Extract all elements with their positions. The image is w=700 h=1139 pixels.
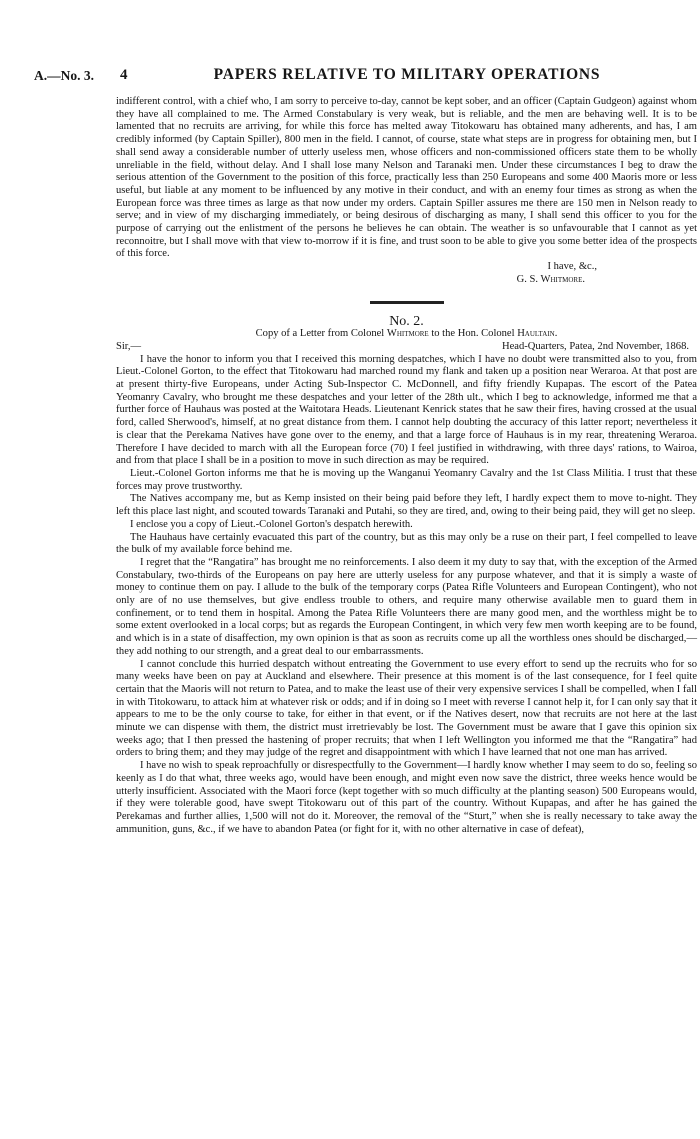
place-date: Head-Quarters, Patea, 2nd November, 1868. (501, 340, 689, 352)
running-title: PAPERS RELATIVE TO MILITARY OPERATIONS (213, 66, 601, 83)
closing-line: I have, &c., (547, 261, 597, 273)
letter-paragraph: I have no wish to speak reproachfully or disrespectfully to the Government—I hardly know whether I may seem to do so, feeling so keenly as I do that what, three weeks ago, would have been enough, and might even now save the district, three weeks hence would be utterly insufficient. Associated with the Maori force (kept together with so much difficulty at the planting season) 500 Europeans would, if they were tolerable good, have swept Titokowaru out of this part of the country. Without Kupapas, and after he has gained the Perekamas and further allies, 1,500 will not do it. Moreover, the removal of the “Sturt,” when she is really necessary to take away the ammunition, guns, &c., if we have to abandon Patea (or fight for it, with no other alternative in case of defeat), (116, 760, 697, 835)
running-header (34, 68, 674, 90)
letter-number: No. 2. (389, 313, 424, 329)
section-divider (370, 301, 444, 304)
letter-paragraph: The Hauhaus have certainly evacuated this part of the country, but as this may only be a ruse on their part, I feel compelled to leave the bulk of my available force behind me. (116, 531, 697, 556)
page-body (116, 96, 697, 836)
letter-paragraph: I regret that the “Rangatira” has brought me no reinforcements. I also deem it my duty to say that, with the exception of the Armed Constabulary, two-thirds of the Europeans on pay here are utterly useless for any purpose whatever, and that it is simply a waste of money to continue them on pay. I allude to the bulk of the temporary corps (Patea Rifle Volunteers and European Contingent), who not only are of no use themselves, but give endless trouble to others, and require many otherwise available men to guard them in confinement, or to tend them in hospital. Among the Patea Rifle Volunteers there are many good men, and the worthless might be to some extent overlooked in a local corps; but as regards the European Contingent, in which very few men worth keeping are to be found, and which is in a state of disaffection, my own opinion is that as soon as recruits come up all the worthless ones should be discharged,—they add nothing to our strength, and a great deal to our embarrassments. (116, 556, 697, 657)
letter-paragraph: I have the honor to inform you that I received this morning despatches, which I have no doubt were transmitted also to you, from Lieut.-Colonel Gorton, to the effect that Titokowaru had marched round my flank and taken up a position near Weraroa. At that post are at present thirty-five Europeans, under Acting Sub-Inspector C. McDonnell, and fifty friendly Kupapas. The escort of the Patea Yeomanry Cavalry, who brought me these despatches and your letter of the 28th ult., which I beg to acknowledge, informed me that a further force of Hauhaus was posted at the Waitotara Heads. Lieutenant Kenrick states that he saw their fires, having crossed at the usual ford, called Sherwood's, himself, at no great distance from them. I cannot help doubting the accuracy of this latter report; nevertheless it is clear that the Perekama Natives have gone over to the enemy, and that a large force of Hauhaus is in my rear, threatening Weraroa. Therefore I have decided to march with all the European force (70) I feel justified in withdrawing, with three days' rations, to Wairoa, and from that place I shall be in a position to move in such direction as may be required. (116, 353, 697, 467)
salutation: Sir,— (116, 340, 142, 352)
letter-title: Copy of a Letter from Colonel Whitmore to the Hon. Colonel Haultain. (255, 328, 558, 340)
letter-paragraph: Lieut.-Colonel Gorton informs me that he is moving up the Wanganui Yeomanry Cavalry and the 1st Class Militia. I trust that these forces may prove trustworthy. (116, 467, 697, 492)
document-reference: A.—No. 3. (34, 68, 94, 83)
salutation-row (116, 341, 697, 354)
recipient-name: Haultain (517, 328, 555, 340)
page-number: 4 (120, 67, 128, 83)
letter-paragraph: The Natives accompany me, but as Kemp insisted on their being paid before they left, I hardly expect them to move to-night. They left this place last night, and scouted towards Taranaki and Putahi, so they are tired, and, owing to their being paid, they will get no sleep. (116, 493, 697, 518)
continued-paragraph: indifferent control, with a chief who, I am sorry to perceive to-day, cannot be kept sober, and an officer (Captain Gudgeon) against whom they have all complained to me. The Armed Constabulary is very weak, but is reliable, and the men are behaving well. It is to be lamented that no recruits are arriving, for while this force has melted away Titokowaru has obtained many adherents, and has, I am credibly informed (by Captain Spiller), 800 men in the field. I cannot, of course, state what steps are in progress for obtaining men, but I shall send away a considerable number of utterly useless men, whose officers and non-commissioned officers state them to be wholly unreliable in the field, without delay. And I shall lose many Nelson and Taranaki men. Under these circumstances I beg to draw the serious attention of the Government to the position of this force, practically less than 250 Europeans and some 400 Maoris more or less useful, but liable at any moment to be influenced by any motive in their conduct, and with an enemy four times as strong as when the European force was three times as large as that now under my orders. Captain Spiller assures me there are 150 men in Nelson ready to serve; and in view of my discharging immediately, or being desirous of discharging as many, I shall send this officer to you for the purpose of carrying out the enlistment of the persons he believes he can obtain. The weather is so unfavourable that I cannot as yet reconnoitre, but I shall move with that view to-morrow if it is fine, and trust soon to be able to give you some better idea of the prospects of this force. (116, 96, 697, 260)
sender-name: Whitmore (386, 328, 429, 340)
letter-paragraph: I enclose you a copy of Lieut.-Colonel Gorton's despatch herewith. (130, 518, 413, 530)
signature: G. S. Whitmore. (516, 273, 585, 285)
letter-paragraph: I cannot conclude this hurried despatch without entreating the Government to use every effort to send up the recruits who for so many weeks have been on pay at Auckland and elsewhere. Their presence at this moment is of the last consequence, for I feel quite certain that the Maoris will not return to Patea, and to make the least use of their very expensive services I shall be compelled, when I fall in with Titokowaru, to attack him at whatever risk or odds; and if in doing so I meet with reverse I cannot help it, for I can only say that it appears to me to be the only course to take, for either in that event, or if the Natives desert, now that recruits are not here at the last minute we can dispense with them, the district must irretrievably be lost. The Government must be aware that I gave this opinion six weeks ago; that I then pressed the hastening of proper recruits; that when I left Wellington you informed me that the “Rangatira” had orders to bring them; and they may judge of the regret and disappointment with which I have learned that not one man has arrived. (116, 658, 697, 759)
